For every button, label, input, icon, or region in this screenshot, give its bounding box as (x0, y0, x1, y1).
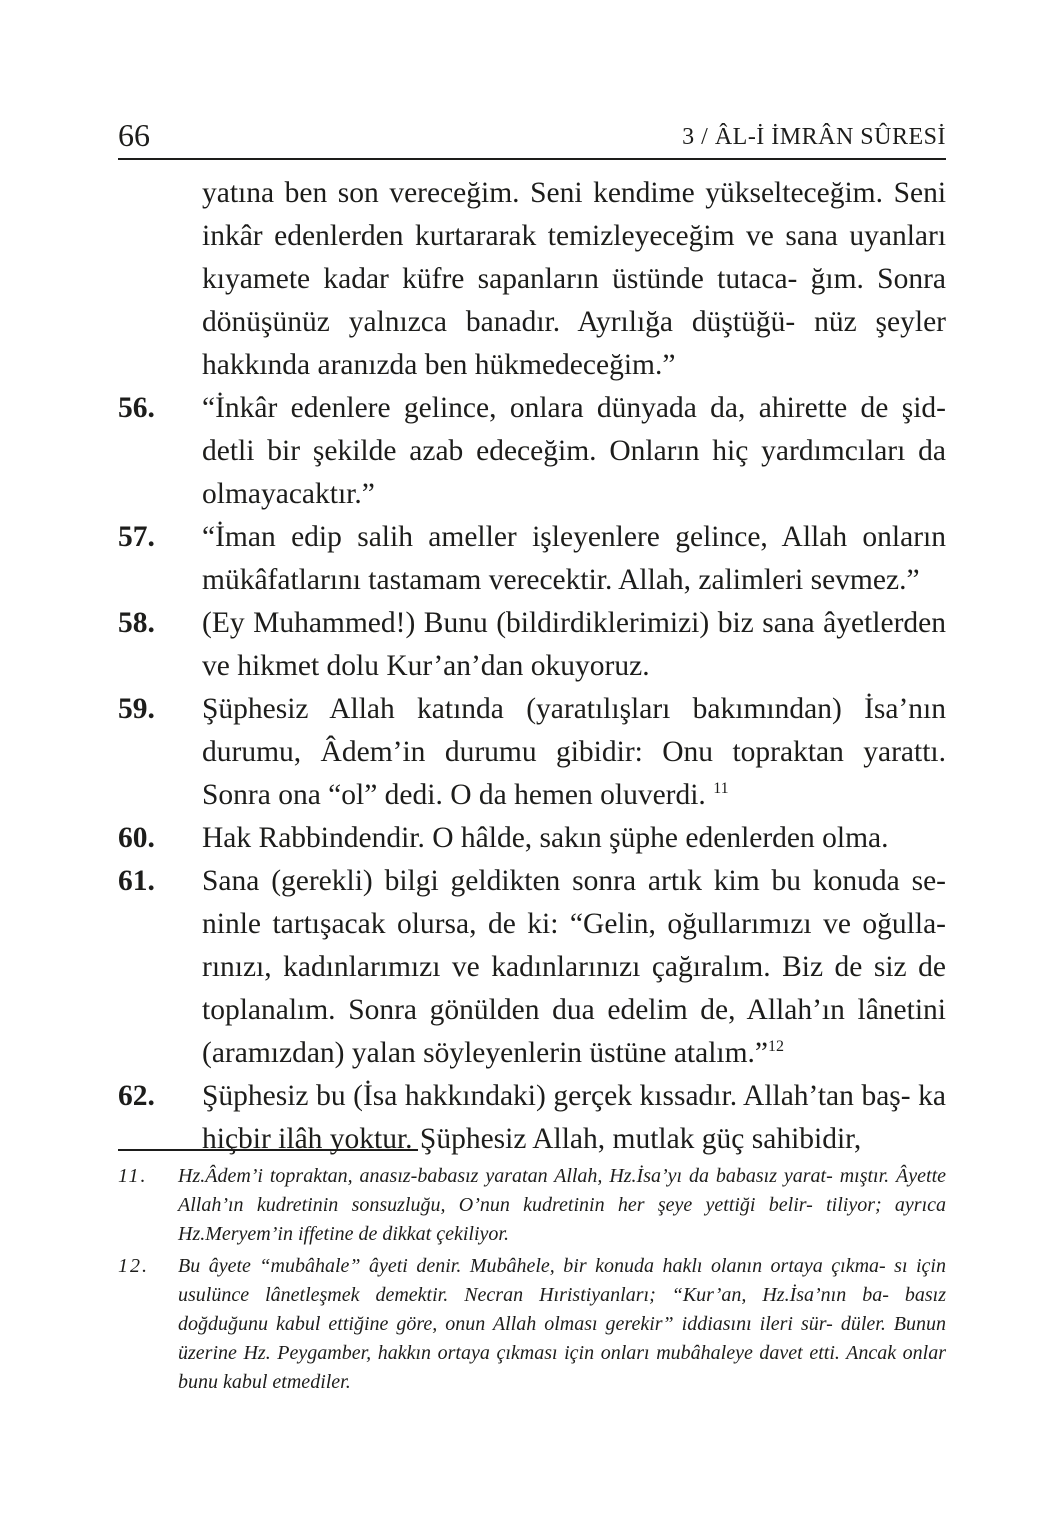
text-line: uyanları kıyamete kadar küfre sapanların üstünde tutaca- (202, 220, 947, 295)
footnote-line: basız doğduğunu kabul ettiğine göre, onun Allah olması gerekir” iddiasını ileri sür- (178, 1284, 946, 1335)
verse-number: 59. (118, 693, 155, 725)
text-line: olmayacaktır.” (202, 478, 375, 510)
text-line: rınızı, kadınlarımızı ve kadınlarınızı çağıralım. Biz de siz de (202, 951, 946, 983)
text-line: nüz şeyler hakkında aranızda ben hükmedeceğim.” (202, 306, 946, 381)
footnote-11 (118, 1162, 946, 1249)
text-line: Sana (gerekli) bilgi geldikten sonra artık kim bu konuda se- (202, 865, 946, 897)
page-number: 66 (118, 117, 150, 153)
running-title: 3 / ÂL-İ İMRÂN SÛRESİ (682, 124, 946, 150)
text-line: Hak Rabbindendir. O hâlde, sakın şüphe edenlerden olma. (202, 822, 889, 854)
footnotes (118, 1162, 946, 1400)
text-line: (aramızdan) yalan söyleyenlerin üstüne atalım.” (202, 1037, 769, 1069)
footnote-line: mıştır. Âyette Allah’ın kudretinin sonsuzluğu, O’nun kudretinin her şeye yettiği belir- (178, 1165, 947, 1216)
text-line: Seni inkâr edenlerden kurtararak temizleyeceğim ve sana (202, 177, 947, 252)
footnote-reference[interactable]: 12 (768, 1038, 785, 1056)
footnote-reference[interactable]: 11 (713, 780, 729, 798)
verse-58 (118, 602, 946, 688)
verse-59 (118, 688, 946, 817)
footnote-12 (118, 1252, 946, 1397)
text-line: “İman edip salih ameller işleyenlere gelince, Allah onların (202, 521, 946, 553)
verse-number: 57. (118, 521, 155, 553)
verse-number: 58. (118, 607, 155, 639)
page-header (118, 116, 946, 160)
verse-56 (118, 387, 946, 516)
text-line: Şüphesiz Allah katında (yaratılışları bakımından) İsa’nın (202, 693, 946, 725)
text-line: durumu, Âdem’in durumu gibidir: Onu topraktan yarattı. (202, 736, 946, 768)
text-line: Sonra ona “ol” dedi. O da hemen oluverdi. (202, 779, 706, 811)
text-line: yatına ben son vereceğim. Seni kendime yükselteceğim. (202, 177, 883, 209)
footnote-line: Hz.Âdem’i topraktan, anasız-babasız yaratan Allah, Hz.İsa’yı da babasız yarat- (178, 1165, 833, 1187)
verse-60 (118, 817, 946, 860)
text-line: detli bir şekilde azab edeceğim. Onların hiç yardımcıları da (202, 435, 946, 467)
verse-number: 56. (118, 392, 155, 424)
verse-continuation (118, 172, 946, 387)
text-line: mükâfatlarını tastamam verecektir. Allah, zalimleri sevmez.” (202, 564, 920, 596)
footnote-line: tiliyor; ayrıca Hz.Meryem’in iffetine de dikkat çekiliyor. (178, 1194, 947, 1245)
footnote-line: davet etti. Ancak onlar bunu kabul etmediler. (178, 1342, 946, 1393)
verse-number: 61. (118, 865, 155, 897)
footnote-number: 12. (118, 1255, 149, 1277)
text-line: ğım. Sonra dönüşünüz yalnızca banadır. Ayrılığa düştüğü- (202, 263, 947, 338)
footnote-line: düler. Bunun üzerine Hz. Peygamber, hakkın ortaya çıkması için onları mubâhaleye (178, 1313, 947, 1364)
verse-text (118, 172, 946, 1161)
verse-57 (118, 516, 946, 602)
footnote-line: sı için usulünce lânetleşmek demektir. Necran Hıristiyanları; “Kur’an, Hz.İsa’nın ba- (178, 1255, 946, 1306)
verse-number: 62. (118, 1080, 155, 1112)
footnote-divider (118, 1149, 418, 1151)
footnote-line: Bu âyete “mubâhale” âyeti denir. Mubâhele, bir konuda haklı olanın ortaya çıkma- (178, 1255, 886, 1277)
footnote-number: 11. (118, 1165, 148, 1187)
text-line: Şüphesiz bu (İsa hakkındaki) gerçek kıssadır. Allah’tan baş- (202, 1080, 911, 1112)
text-line: âyetlerden ve hikmet dolu Kur’an’dan okuyoruz. (202, 607, 946, 682)
text-line: ninle tartışacak olursa, de ki: “Gelin, oğullarımızı ve oğulla- (202, 908, 946, 940)
text-line: “İnkâr edenlere gelince, onlara dünyada da, ahirette de şid- (202, 392, 946, 424)
verse-61 (118, 860, 946, 1075)
text-line: toplanalım. Sonra gönülden dua edelim de, Allah’ın lânetini (202, 994, 946, 1026)
verse-number: 60. (118, 822, 155, 854)
text-line: (Ey Muhammed!) Bunu (bildirdiklerimizi) biz sana (202, 607, 815, 639)
text-line: ka hiçbir ilâh yoktur. Şüphesiz Allah, mutlak güç sahibidir, (202, 1080, 946, 1155)
